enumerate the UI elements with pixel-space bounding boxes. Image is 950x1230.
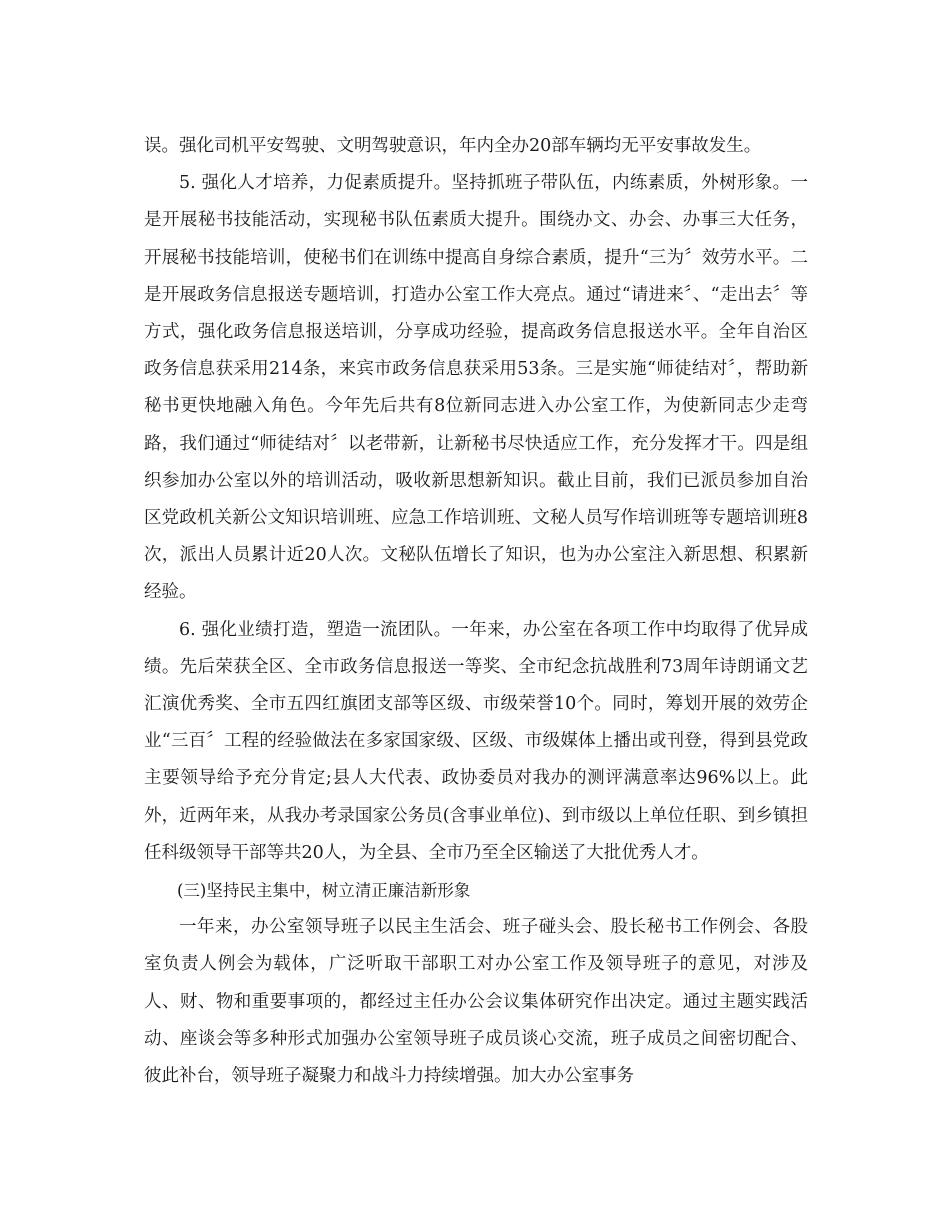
paragraph-democratic-centralism: 一年来，办公室领导班子以民主生活会、班子碰头会、股长秘书工作例会、各股室负责人例会为载体，广泛听取干部职工对办公室工作及领导班子的意见，对涉及人、财、物和重要事项的，都经过主任办公会议集体研究作出决定。通过主题实践活动、座谈会等多种形式加强办公室领导班子成员谈心交流，班子成员之间密切配合、彼此补台，领导班子凝聚力和战斗力持续增强。加大办公室事务 (144, 917, 808, 1087)
paragraph-continuation: 误。强化司机平安驾驶、文明驾驶意识，年内全办20部车辆均无平安事故发生。 (144, 136, 762, 156)
paragraph-performance: 6. 强化业绩打造，塑造一流团队。一年来，办公室在各项工作中均取得了优异成绩。先后荣获全区、全市政务信息报送一等奖、全市纪念抗战胜利73周年诗朗诵文艺汇演优秀奖、全市五四红旗团支部等区级、市级荣誉10个。同时，筹划开展的效劳企业“三百〞工程的经验做法在多家国家级、区级、市级媒体上播出或刊登，得到县党政主要领导给予充分肯定;县人大代表、政协委员对我办的测评满意率达96%以上。此外，近两年来，从我办考录国家公务员(含事业单位)、到市级以上单位任职、到乡镇担任科级领导干部等共20人，为全县、全市乃至全区输送了大批优秀人才。 (144, 619, 808, 863)
section-heading: (三)坚持民主集中，树立清正廉洁新形象 (177, 881, 471, 901)
document-page (144, 128, 808, 1095)
paragraph-talent-training: 5. 强化人才培养，力促素质提升。坚持抓班子带队伍，内练素质，外树形象。一是开展秘书技能活动，实现秘书队伍素质大提升。围绕办文、办会、办事三大任务，开展秘书技能培训，使秘书们在训练中提高自身综合素质，提升“三为〞效劳水平。二是开展政务信息报送专题培训，打造办公室工作大亮点。通过“请进来〞、“走出去〞等方式，强化政务信息报送培训，分享成功经验，提高政务信息报送水平。全年自治区政务信息获采用214条，来宾市政务信息获采用53条。三是实施“师徒结对〞，帮助新秘书更快地融入角色。今年先后共有8位新同志进入办公室工作，为使新同志少走弯路，我们通过“师徒结对〞以老带新，让新秘书尽快适应工作，充分发挥才干。四是组织参加办公室以外的培训活动，吸收新思想新知识。截止目前，我们已派员参加自治区党政机关新公文知识培训班、应急工作培训班、文秘人员写作培训班等专题培训班8次，派出人员累计近20人次。文秘队伍增长了知识，也为办公室注入新思想、积累新经验。 (144, 173, 808, 603)
